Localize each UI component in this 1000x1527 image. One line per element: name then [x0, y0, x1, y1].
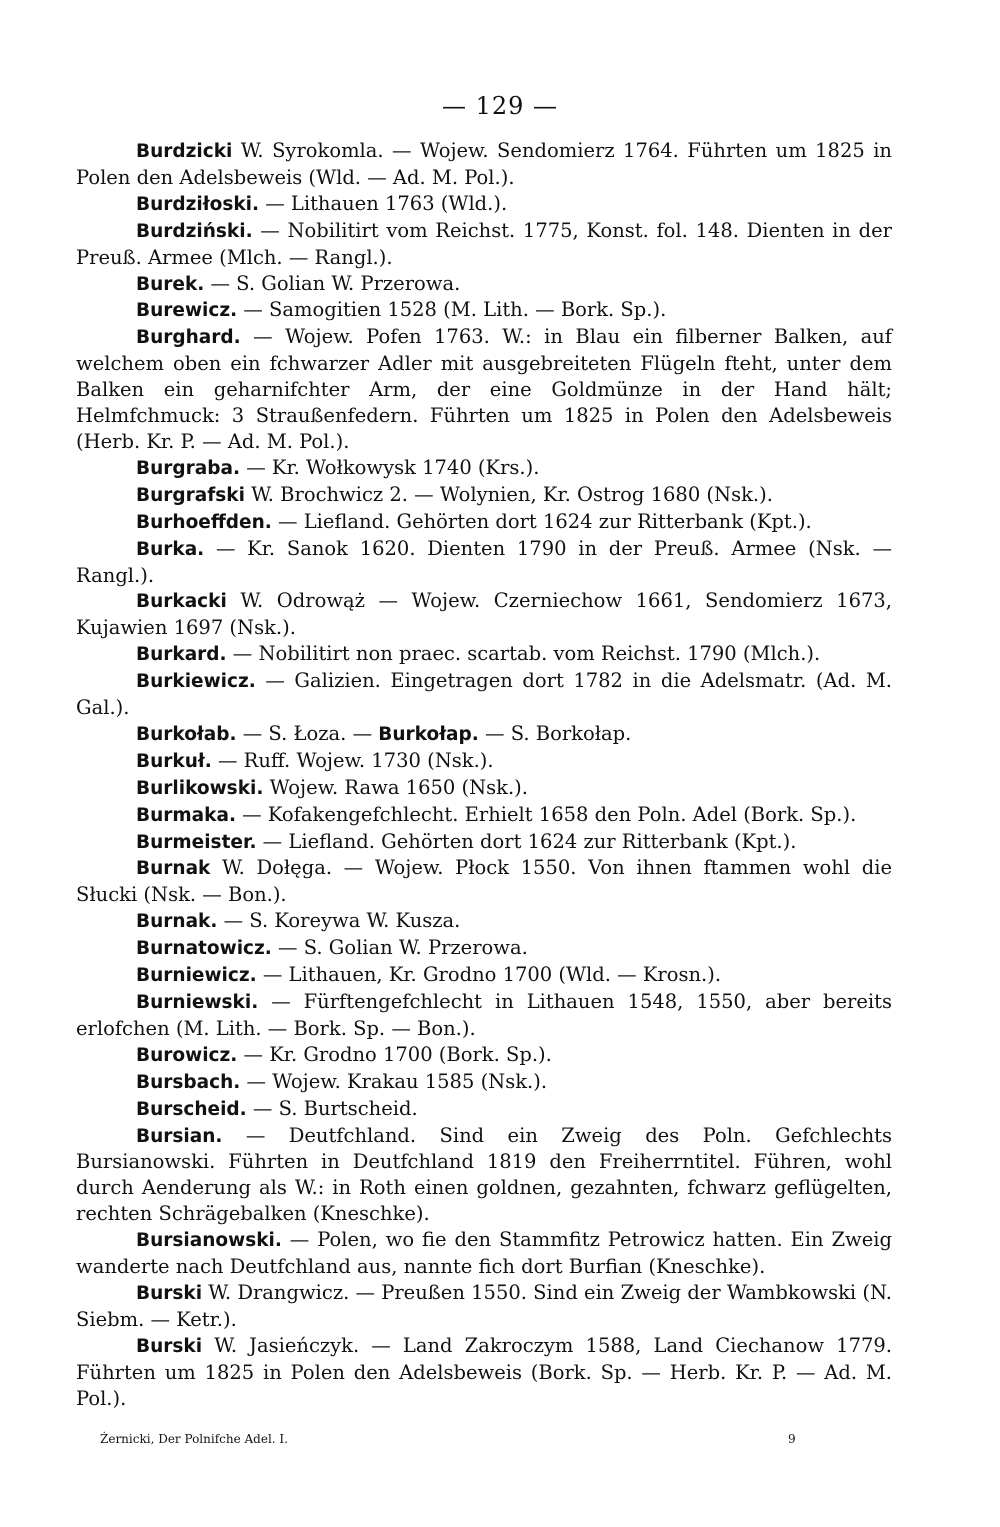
entry-name: Burniewski. [136, 992, 259, 1013]
entry-name-secondary: Burkołap. [378, 723, 479, 745]
entry-text: W. Drangwicz. — Preußen 1550. Sind ein Zweig der Wambkowski (N. Siebm. — Ketr.). [76, 1280, 892, 1331]
entry [76, 536, 892, 589]
entry [76, 297, 892, 324]
entry-text: — S. Golian W. Przerowa. [204, 271, 461, 295]
entry-name: Burnak. [136, 911, 218, 933]
entry [76, 509, 892, 536]
entry-name: Burnatowicz. [136, 938, 272, 960]
entry-text: — Samogitien 1528 (M. Lith. — Bork. Sp.). [237, 298, 667, 322]
entry-text: — S. Łoza. — [236, 721, 379, 745]
entry-name: Burka. [136, 538, 205, 560]
entry-text: — Fürftengefchlecht in Lithauen 1548, 1550, aber bereits erlofchen (M. Lith. — Bork. Sp. — Bon.). [76, 990, 892, 1040]
entry [76, 1096, 892, 1123]
entry-name: Burkard. [136, 644, 227, 666]
entry [76, 989, 892, 1042]
entry-name: Bursian. [136, 1125, 223, 1147]
entry-text: — Deutfchland. Sind ein Zweig des Poln. Gefchlechts Bursianowski. Führten in Deutfchland 1819 den Freiherrntitel. Führen, wohl durch Aenderung als W.: in Roth einen goldnen, gezahnten, fchwarz geflügelten, rechten Schrägebalken (Kneschke). [76, 1123, 892, 1226]
entry-name: Burmaka. [136, 804, 236, 826]
entry-name: Bursianowski. [136, 1230, 282, 1252]
entry-text: — Liefland. Gehörten dort 1624 zur Ritterbank (Kpt.). [271, 509, 812, 533]
entry [76, 721, 892, 748]
entry [76, 935, 892, 962]
entry [76, 271, 892, 298]
entry-text: — Wojew. Krakau 1585 (Nsk.). [240, 1069, 548, 1093]
entry-text: — Kr. Grodno 1700 (Bork. Sp.). [237, 1042, 552, 1066]
entry-name: Burghard. [136, 327, 241, 349]
entry [76, 962, 892, 989]
entry-text: W. Odrowąż — Wojew. Czerniechow 1661, Sendomierz 1673, Kujawien 1697 (Nsk.). [76, 589, 892, 640]
entry-name: Burscheid. [136, 1098, 247, 1120]
entry-name: Burgraba. [136, 457, 240, 479]
entry [76, 802, 892, 829]
entry-name: Burkacki [136, 591, 227, 613]
entry [76, 1333, 892, 1412]
entry-name: Burdzicki [136, 141, 233, 162]
entry-text: W. Dołęga. — Wojew. Płock 1550. Von ihnen ftammen wohl die Słucki (Nsk. — Bon.). [76, 856, 892, 907]
entry [76, 1123, 892, 1228]
entry-name: Burek. [136, 273, 205, 295]
entry-name: Burlikowski. [136, 777, 264, 799]
entry-text: — Kr. Sanok 1620. Dienten 1790 in der Preuß. Armee (Nsk. — Rangl.). [76, 536, 892, 587]
footer-signature: Żernicki, Der Polnifche Adel. I. [100, 1432, 288, 1446]
entry-name: Burkiewicz. [136, 671, 256, 693]
entry-text: — Ruff. Wojew. 1730 (Nsk.). [211, 748, 494, 772]
entry [76, 138, 892, 191]
entry-text: — Nobilitirt non praec. scartab. vom Reichst. 1790 (Mlch.). [226, 642, 821, 666]
entry-text: — Galizien. Eingetragen dort 1782 in die Adelsmatr. (Ad. M. Gal.). [76, 669, 892, 720]
entry-name: Bursbach. [136, 1071, 241, 1093]
entry-name: Burski [136, 1282, 203, 1304]
entry-name: Burdziński. [136, 220, 253, 242]
entry-name: Burowicz. [136, 1044, 238, 1066]
footer-sheet-number: 9 [788, 1432, 796, 1446]
entry-name: Burmeister. [136, 831, 257, 853]
entry-text: — Lithauen 1763 (Wld.). [259, 191, 508, 215]
entry [76, 191, 892, 218]
entry-name: Burdziłoski. [136, 193, 260, 215]
entry-text: — S. Koreywa W. Kusza. [217, 909, 461, 933]
entry-text: — Polen, wo fie den Stammfitz Petrowicz hatten. Ein Zweig wanderte nach Deutfchland aus, nannte fich dort Burfian (Kneschke). [76, 1228, 892, 1279]
entry [76, 455, 892, 482]
entry-text: — Nobilitirt vom Reichst. 1775, Konst. fol. 148. Dienten in der Preuß. Armee (Mlch. — Rangl.). [76, 218, 892, 269]
entry-text-secondary: — S. Borkołap. [478, 721, 632, 745]
page-number: — 129 — [441, 92, 559, 120]
entry-text: — Liefland. Gehörten dort 1624 zur Ritterbank (Kpt.). [256, 829, 797, 853]
entry-text: — Wojew. Pofen 1763. W.: in Blau ein filberner Balken, auf welchem oben ein fchwarzer Adler mit ausgebreiteten Flügeln fteht, unter dem Balken ein geharnifchter Arm, der eine Goldmünze in der Hand hält; Helmfchmuck: 3 Straußenfedern. Führten um 1825 in Polen den Adelsbeweis (Herb. Kr. P. — Ad. M. Pol.). [76, 325, 892, 453]
entry-list [76, 138, 892, 1412]
entry [76, 1280, 892, 1333]
entry [76, 1069, 892, 1096]
entry-name: Burnak [136, 858, 211, 880]
entry-text: Wojew. Rawa 1650 (Nsk.). [263, 775, 528, 799]
entry [76, 668, 892, 721]
entry-name: Burski [136, 1335, 203, 1357]
entry-text: — S. Burtscheid. [246, 1096, 418, 1120]
entry [76, 908, 892, 935]
entry-name: Burniewicz. [136, 965, 257, 987]
entry-text: W. Jasieńczyk. — Land Zakroczym 1588, Land Ciechanow 1779. Führten um 1825 in Polen den Adelsbeweis (Bork. Sp. — Herb. Kr. P. — Ad. M. Pol.). [76, 1333, 892, 1410]
page-footer [100, 1432, 800, 1446]
entry [76, 855, 892, 908]
entry-text: W. Syrokomla. — Wojew. Sendomierz 1764. Führten um 1825 in Polen den Adelsbeweis (Wld. — Ad. M. Pol.). [76, 139, 892, 189]
entry [76, 748, 892, 775]
entry [76, 829, 892, 856]
entry-text: — Kr. Wołkowysk 1740 (Krs.). [240, 455, 540, 479]
entry [76, 1042, 892, 1069]
entry-text: — Kofakengefchlecht. Erhielt 1658 den Poln. Adel (Bork. Sp.). [235, 802, 857, 826]
entry [76, 324, 892, 455]
entry [76, 482, 892, 509]
entry [76, 218, 892, 271]
entry-text: — S. Golian W. Przerowa. [271, 936, 528, 960]
entry [76, 775, 892, 802]
entry [76, 588, 892, 641]
entry-text: — Lithauen, Kr. Grodno 1700 (Wld. — Krosn.). [256, 963, 722, 987]
entry-name: Burewicz. [136, 300, 238, 322]
entry [76, 1227, 892, 1280]
entry-name: Burgrafski [136, 484, 245, 506]
entry-name: Burkołab. [136, 723, 237, 745]
entry-name: Burkuł. [136, 750, 212, 772]
entry [76, 641, 892, 668]
entry-text: W. Brochwicz 2. — Wolynien, Kr. Ostrog 1680 (Nsk.). [244, 482, 773, 506]
entry-name: Burhoeffden. [136, 511, 272, 533]
